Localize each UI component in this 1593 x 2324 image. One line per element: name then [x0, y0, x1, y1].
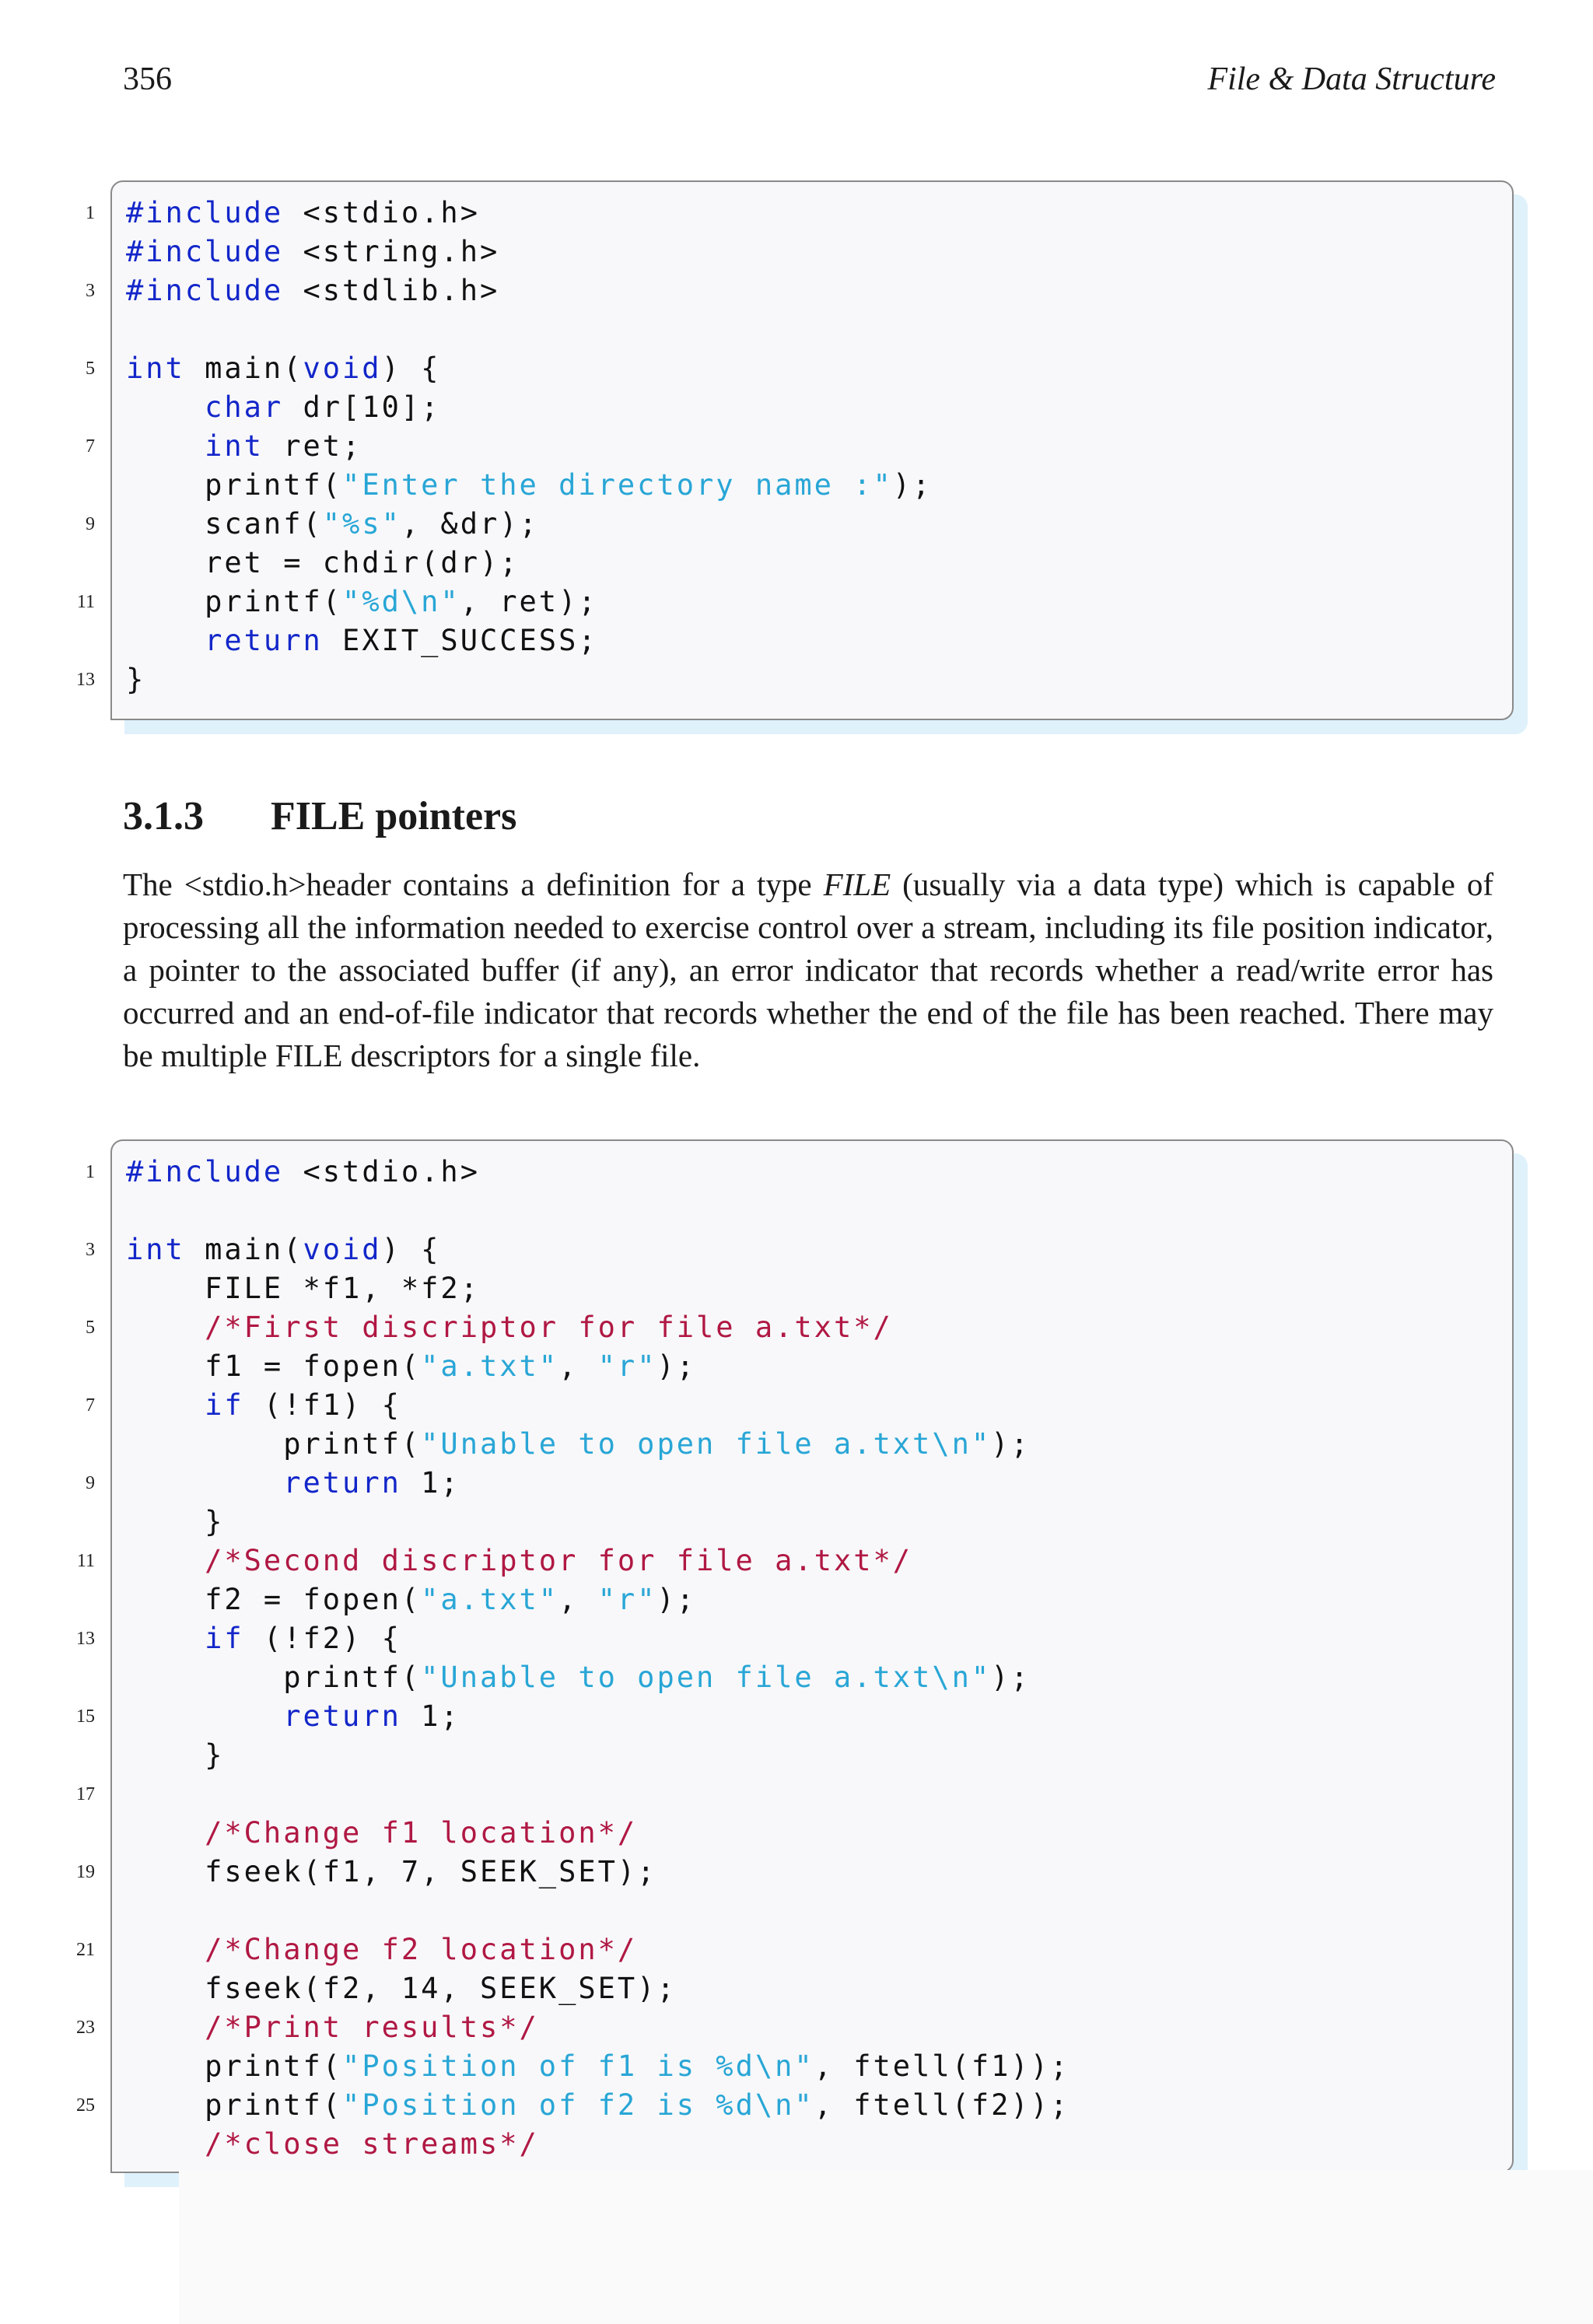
code-line [76, 1697, 1512, 1736]
code-line [112, 1580, 1512, 1619]
code-token: printf( [126, 468, 343, 502]
code-text [126, 1580, 696, 1619]
code-keyword: return [283, 1699, 401, 1733]
code-line [76, 660, 1512, 699]
line-number: 17 [76, 1784, 95, 1804]
code-text [126, 2008, 539, 2047]
line-number: 7 [86, 1395, 95, 1416]
code-string: "%s" [322, 507, 401, 541]
code-keyword: return [205, 624, 323, 657]
line-number: 13 [76, 670, 95, 690]
code-token: <stdio.h> [283, 1155, 480, 1188]
paragraph-type-name: FILE [823, 866, 891, 902]
code-token: (!f2) { [243, 1622, 401, 1655]
code-line [76, 2008, 1512, 2047]
code-keyword: return [283, 1466, 401, 1500]
paragraph-text-end: (usually via a data type) which is capable of processing all the information needed to exercise control over a stream, including its file position indicator, a pointer to the associated buffer (if any), an error indicator that records whether a read/write error has occurred and an end-of-file indicator that records whether the end of the file has been reached. There may be multiple FILE descriptors for a single file. [123, 866, 1493, 1073]
code-text [126, 660, 145, 699]
code-token [126, 1622, 205, 1655]
code-line [76, 2086, 1512, 2125]
code-line [86, 349, 1512, 388]
code-line [112, 1503, 1512, 1542]
code-token: 1; [401, 1466, 460, 1500]
code-line [112, 621, 1512, 660]
line-number: 19 [76, 1862, 95, 1882]
code-line [112, 388, 1512, 427]
code-keyword: int [205, 429, 264, 463]
code-token: <string.h> [283, 235, 500, 268]
code-token: ); [656, 1583, 697, 1616]
code-token [126, 1933, 205, 1966]
code-token: , ftell(f2)); [814, 2088, 1070, 2122]
section-title: FILE pointers [271, 794, 517, 838]
code-keyword: #include [126, 1155, 284, 1188]
code-token: } [126, 1505, 225, 1538]
section-number: 3.1.3 [123, 794, 204, 838]
code-line [112, 1425, 1512, 1464]
code-keyword: if [205, 1388, 244, 1422]
code-line [112, 1658, 1512, 1697]
line-number: 13 [76, 1629, 95, 1649]
code-line [76, 1542, 1512, 1580]
code-text [126, 271, 499, 310]
code-text [126, 1736, 224, 1775]
code-comment: /*Second discriptor for file a.txt*/ [205, 1544, 913, 1577]
code-comment: /*Change f1 location*/ [205, 1816, 638, 1850]
line-number: 5 [86, 1318, 95, 1338]
code-token: , [558, 1583, 598, 1616]
code-line [86, 427, 1512, 466]
page-number: 356 [123, 61, 172, 97]
code-comment: /*close streams*/ [205, 2127, 539, 2161]
code-token: 1; [401, 1699, 460, 1733]
code-token: fseek(f2, 14, SEEK_SET); [126, 1972, 677, 2005]
code-text [126, 2047, 1070, 2086]
code-token [126, 1466, 283, 1500]
code-token: , [558, 1349, 598, 1383]
code-text [126, 1308, 893, 1347]
code-line [86, 1230, 1512, 1269]
code-string: "Position of f2 is %d\n" [342, 2088, 814, 2122]
code-line [76, 583, 1512, 621]
code-keyword: #include [126, 274, 284, 307]
code-token: ); [656, 1349, 697, 1383]
code-token: printf( [126, 585, 343, 618]
code-line [76, 1775, 1512, 1814]
code-token: } [126, 663, 146, 696]
code-token: , &dr); [401, 507, 539, 541]
code-token: } [126, 1738, 225, 1772]
code-string: "Enter the directory name :" [342, 468, 893, 502]
code-keyword: void [303, 1233, 382, 1266]
code-line [112, 1269, 1512, 1308]
code-text [126, 1658, 1031, 1697]
code-token: (!f1) { [243, 1388, 401, 1422]
code-text [126, 505, 539, 544]
code-keyword: int [126, 1233, 185, 1266]
code-text [126, 2086, 1070, 2125]
code-token: ) { [381, 352, 441, 385]
code-line [76, 1930, 1512, 1969]
code-text [126, 1503, 224, 1542]
paragraph-text-start: The <stdio.h>header contains a definition for a type [123, 866, 824, 902]
body-paragraph [123, 863, 1493, 1077]
code-token [126, 1544, 205, 1577]
code-line [76, 1619, 1512, 1658]
code-line [112, 233, 1512, 271]
code-string: "r" [597, 1349, 657, 1383]
code-text [126, 1853, 656, 1892]
code-text [126, 544, 520, 583]
code-text [126, 427, 362, 466]
code-line [112, 1192, 1512, 1230]
code-token: printf( [126, 1427, 422, 1461]
code-string: "Unable to open file a.txt\n" [421, 1427, 992, 1461]
code-comment: /*Print results*/ [205, 2011, 539, 2044]
line-number: 5 [86, 359, 95, 379]
code-text [126, 1930, 637, 1969]
line-number: 1 [86, 203, 95, 223]
running-title: File & Data Structure [1207, 61, 1496, 97]
code-token [126, 429, 205, 463]
code-text [126, 233, 499, 271]
code-token: main( [184, 352, 303, 385]
code-token [126, 1311, 205, 1344]
code-line [86, 1308, 1512, 1347]
line-number: 9 [86, 514, 95, 534]
code-line [86, 505, 1512, 544]
page-bottom-shade [179, 2170, 1593, 2324]
code-text [126, 1969, 677, 2008]
line-number: 9 [86, 1473, 95, 1493]
code-token: ret; [263, 429, 362, 463]
code-token: fseek(f1, 7, SEEK_SET); [126, 1855, 657, 1888]
code-text [126, 1386, 401, 1425]
code-text [126, 1697, 460, 1736]
code-line [112, 310, 1512, 349]
line-number: 3 [86, 1240, 95, 1260]
code-text [126, 583, 598, 621]
code-token: EXIT_SUCCESS; [322, 624, 598, 657]
code-keyword: char [205, 390, 284, 424]
code-token: f1 = fopen( [126, 1349, 422, 1383]
code-token [126, 1388, 205, 1422]
code-line [112, 1969, 1512, 2008]
code-token: printf( [126, 2088, 343, 2122]
code-token: ); [991, 1661, 1031, 1694]
code-token: ret = chdir(dr); [126, 546, 520, 579]
code-text [126, 1230, 440, 1269]
code-token: <stdio.h> [283, 196, 480, 229]
code-keyword: #include [126, 196, 284, 229]
code-string: "%d\n" [342, 585, 460, 618]
line-number: 1 [86, 1162, 95, 1182]
code-text [126, 2125, 539, 2164]
code-token: , ftell(f1)); [814, 2049, 1070, 2083]
code-text [126, 349, 440, 388]
code-token [126, 2011, 205, 2044]
code-token: printf( [126, 2049, 343, 2083]
code-text [126, 1542, 912, 1580]
code-text [126, 621, 598, 660]
line-number: 25 [76, 2095, 95, 2116]
code-text [126, 1153, 480, 1192]
code-text [126, 1464, 460, 1503]
code-keyword: void [303, 352, 382, 385]
code-token [126, 1699, 283, 1733]
line-number: 7 [86, 436, 95, 457]
code-token: , ret); [460, 585, 598, 618]
code-token: dr[10]; [283, 390, 441, 424]
code-token: ); [892, 468, 933, 502]
line-number: 11 [76, 592, 95, 612]
code-text [126, 1425, 1031, 1464]
code-line [112, 1892, 1512, 1930]
code-text [126, 1347, 696, 1386]
line-number: 23 [76, 2018, 95, 2038]
code-token [126, 390, 205, 424]
code-line [86, 271, 1512, 310]
code-line [112, 1736, 1512, 1775]
code-token [126, 624, 205, 657]
code-keyword: if [205, 1622, 244, 1655]
code-line [112, 2125, 1512, 2164]
line-number: 21 [76, 1940, 95, 1960]
code-token: FILE *f1, *f2; [126, 1272, 480, 1305]
code-string: "a.txt" [421, 1349, 559, 1383]
code-line [112, 1814, 1512, 1853]
line-number: 15 [76, 1706, 95, 1727]
code-line [112, 544, 1512, 583]
code-string: "Position of f1 is %d\n" [342, 2049, 814, 2083]
code-token: scanf( [126, 507, 323, 541]
code-text [126, 194, 480, 233]
code-line [86, 1153, 1512, 1192]
code-token: main( [184, 1233, 303, 1266]
code-keyword: #include [126, 235, 284, 268]
code-line [112, 1347, 1512, 1386]
code-line [86, 1464, 1512, 1503]
code-comment: /*First discriptor for file a.txt*/ [205, 1311, 893, 1344]
code-token [126, 2127, 205, 2161]
code-token: <stdlib.h> [283, 274, 500, 307]
code-token: printf( [126, 1661, 422, 1694]
code-text [126, 1619, 401, 1658]
code-listing-2 [76, 1139, 1514, 2173]
code-keyword: int [126, 352, 185, 385]
code-token [126, 1816, 205, 1850]
section-heading [123, 793, 516, 839]
code-token: ); [991, 1427, 1031, 1461]
code-string: "a.txt" [421, 1583, 559, 1616]
code-string: "Unable to open file a.txt\n" [421, 1661, 992, 1694]
code-text [126, 1814, 637, 1853]
code-comment: /*Change f2 location*/ [205, 1933, 638, 1966]
code-string: "r" [597, 1583, 657, 1616]
code-text [126, 466, 932, 505]
code-line [86, 1386, 1512, 1425]
line-number: 3 [86, 281, 95, 301]
code-line [112, 466, 1512, 505]
code-line [76, 1853, 1512, 1892]
code-text [126, 1269, 480, 1308]
code-token: f2 = fopen( [126, 1583, 422, 1616]
code-token: ) { [381, 1233, 441, 1266]
code-text [126, 388, 440, 427]
code-line [86, 194, 1512, 233]
line-number: 11 [76, 1551, 95, 1571]
code-listing-1 [76, 180, 1514, 720]
code-line [112, 2047, 1512, 2086]
